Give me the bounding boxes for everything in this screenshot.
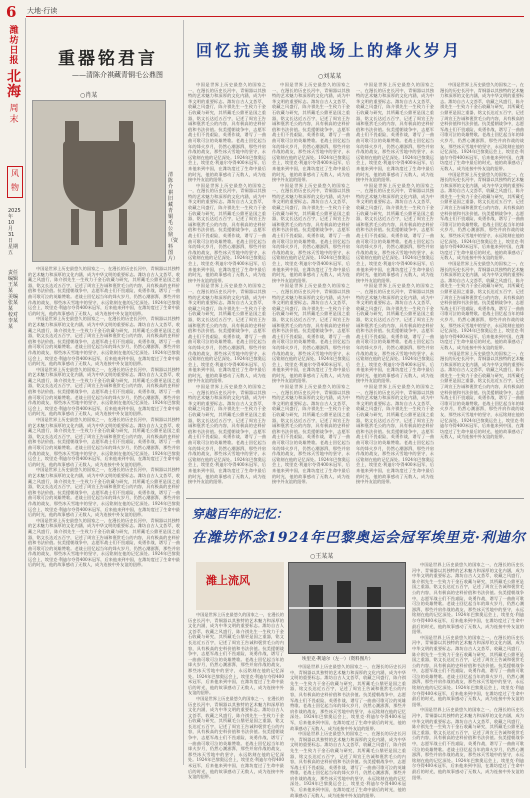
bottom-article-author: ○王某某 — [310, 553, 334, 560]
masthead-char: 坊 — [9, 36, 19, 46]
body-paragraph: 中国是世界上历史最悠久的国家之一，在漫长的历史长河中，青铜器以其独特的艺术魅力和深厚的文化内涵，成为中华文明的重要标志。潍坊自古人文荟萃，收藏之风盛行，陈介祺先生一生致力于金石收藏与研究，其所藏毛公鼎更是国之重器，铭文长达近五百字，记述了周宣王告诫和褒赏毛公的内容，具有极高的史料价值和书法价值。抗美援朝战争中，志愿军战士们不畏艰险，英勇作战，谱写了一曲曲可歌可泣的英雄赞歌。老战士回忆起当年的烽火岁月，仍然心潮澎湃，那些并肩作战的战友，那些冰天雪地中的坚守，永远铭刻在他的记忆深处。1924年巴黎奥运会上，埃里克·利迪尔夺得400米冠军，后来他来到中国，在潍坊度过了生命中最后的时光，他的故事感动了无数人，成为连接中外友谊的纽带。 — [188, 612, 284, 696]
left-article-body — [28, 266, 180, 766]
body-paragraph: 中国是世界上历史最悠久的国家之一，在漫长的历史长河中，青铜器以其独特的艺术魅力和深厚的文化内涵，成为中华文明的重要标志。潍坊自古人文荟萃，收藏之风盛行，陈介祺先生一生致力于金石收藏与研究，其所藏毛公鼎更是国之重器，铭文长达近五百字，记述了周宣王告诫和褒赏毛公的内容，具有极高的史料价值和书法价值。抗美援朝战争中，志愿军战士们不畏艰险，英勇作战，谱写了一曲曲可歌可泣的英雄赞歌。老战士回忆起当年的烽火岁月，仍然心潮澎湃，那些并肩作战的战友，那些冰天雪地中的坚守，永远铭刻在他的记忆深处。1924年巴黎奥运会上，埃里克·利迪尔夺得400米冠军，后来他来到中国，在潍坊度过了生命中最后的时光，他的故事感动了无数人，成为连接中外友谊的纽带。 — [272, 82, 350, 183]
race-photo — [288, 562, 406, 654]
masthead-small: 周 — [9, 104, 19, 114]
right-article-col-1 — [188, 82, 266, 494]
column-divider — [183, 20, 184, 765]
vessel-leg — [119, 209, 127, 245]
body-paragraph: 中国是世界上历史最悠久的国家之一，在漫长的历史长河中，青铜器以其独特的艺术魅力和深厚的文化内涵，成为中华文明的重要标志。潍坊自古人文荟萃，收藏之风盛行，陈介祺先生一生致力于金石收藏与研究，其所藏毛公鼎更是国之重器，铭文长达近五百字，记述了周宣王告诫和褒赏毛公的内容，具有极高的史料价值和书法价值。抗美援朝战争中，志愿军战士们不畏艰险，英勇作战，谱写了一曲曲可歌可泣的英雄赞歌。老战士回忆起当年的烽火岁月，仍然心潮澎湃，那些并肩作战的战友，那些冰天雪地中的坚守，永远铭刻在他的记忆深处。1924年巴黎奥运会上，埃里克·利迪尔夺得400米冠军，后来他来到中国，在潍坊度过了生命中最后的时光，他的故事感动了无数人，成为连接中外友谊的纽带。 — [412, 634, 524, 707]
right-article-col-3 — [356, 82, 434, 494]
body-paragraph: 中国是世界上历史最悠久的国家之一，在漫长的历史长河中，青铜器以其独特的艺术魅力和深厚的文化内涵，成为中华文明的重要标志。潍坊自古人文荟萃，收藏之风盛行，陈介祺先生一生致力于金石收藏与研究，其所藏毛公鼎更是国之重器，铭文长达近五百字，记述了周宣王告诫和褒赏毛公的内容，具有极高的史料价值和书法价值。抗美援朝战争中，志愿军战士们不畏艰险，英勇作战，谱写了一曲曲可歌可泣的英雄赞歌。老战士回忆起当年的烽火岁月，仍然心潮澎湃，那些并肩作战的战友，那些冰天雪地中的坚守，永远铭刻在他的记忆深处。1924年巴黎奥运会上，埃里克·利迪尔夺得400米冠军，后来他来到中国，在潍坊度过了生命中最后的时光，他的故事感动了无数人，成为连接中外友谊的纽带。 — [272, 182, 350, 283]
masthead-divider — [25, 18, 26, 768]
bottom-article-col-2 — [290, 664, 406, 798]
right-article-author: ○刘某某 — [318, 73, 342, 80]
header-rule — [26, 16, 524, 17]
body-paragraph: 中国是世界上历史最悠久的国家之一，在漫长的历史长河中，青铜器以其独特的艺术魅力和深厚的文化内涵，成为中华文明的重要标志。潍坊自古人文荟萃，收藏之风盛行，陈介祺先生一生致力于金石收藏与研究，其所藏毛公鼎更是国之重器，铭文长达近五百字，记述了周宣王告诫和褒赏毛公的内容，具有极高的史料价值和书法价值。抗美援朝战争中，志愿军战士们不畏艰险，英勇作战，谱写了一曲曲可歌可泣的英雄赞歌。老战士回忆起当年的烽火岁月，仍然心潮澎湃，那些并肩作战的战友，那些冰天雪地中的坚守，永远铭刻在他的记忆深处。1924年巴黎奥运会上，埃里克·利迪尔夺得400米冠军，后来他来到中国，在潍坊度过了生命中最后的时光，他的故事感动了无数人，成为连接中外友谊的纽带。 — [188, 283, 266, 384]
right-article-col-4 — [440, 82, 524, 494]
body-paragraph: 中国是世界上历史最悠久的国家之一，在漫长的历史长河中，青铜器以其独特的艺术魅力和深厚的文化内涵，成为中华文明的重要标志。潍坊自古人文荟萃，收藏之风盛行，陈介祺先生一生致力于金石收藏与研究，其所藏毛公鼎更是国之重器，铭文长达近五百字，记述了周宣王告诫和褒赏毛公的内容，具有极高的史料价值和书法价值。抗美援朝战争中，志愿军战士们不畏艰险，英勇作战，谱写了一曲曲可歌可泣的英雄赞歌。老战士回忆起当年的烽火岁月，仍然心潮澎湃，那些并肩作战的战友，那些冰天雪地中的坚守，永远铭刻在他的记忆深处。1924年巴黎奥运会上，埃里克·利迪尔夺得400米冠军，后来他来到中国，在潍坊度过了生命中最后的时光，他的故事感动了无数人，成为连接中外友谊的纽带。 — [28, 517, 180, 568]
body-paragraph: 中国是世界上历史最悠久的国家之一，在漫长的历史长河中，青铜器以其独特的艺术魅力和深厚的文化内涵，成为中华文明的重要标志。潍坊自古人文荟萃，收藏之风盛行，陈介祺先生一生致力于金石收藏与研究，其所藏毛公鼎更是国之重器，铭文长达近五百字，记述了周宣王告诫和褒赏毛公的内容，具有极高的史料价值和书法价值。抗美援朝战争中，志愿军战士们不畏艰险，英勇作战，谱写了一曲曲可歌可泣的英雄赞歌。老战士回忆起当年的烽火岁月，仍然心潮澎湃，那些并肩作战的战友，那些冰天雪地中的坚守，永远铭刻在他的记忆深处。1924年巴黎奥运会上，埃里克·利迪尔夺得400米冠军，后来他来到中国，在潍坊度过了生命中最后的时光，他的故事感动了无数人，成为连接中外友谊的纽带。 — [356, 384, 434, 485]
body-paragraph: 中国是世界上历史最悠久的国家之一，在漫长的历史长河中，青铜器以其独特的艺术魅力和深厚的文化内涵，成为中华文明的重要标志。潍坊自古人文荟萃，收藏之风盛行，陈介祺先生一生致力于金石收藏与研究，其所藏毛公鼎更是国之重器，铭文长达近五百字，记述了周宣王告诫和褒赏毛公的内容，具有极高的史料价值和书法价值。抗美援朝战争中，志愿军战士们不畏艰险，英勇作战，谱写了一曲曲可歌可泣的英雄赞歌。老战士回忆起当年的烽火岁月，仍然心潮澎湃，那些并肩作战的战友，那些冰天雪地中的坚守，永远铭刻在他的记忆深处。1924年巴黎奥运会上，埃里克·利迪尔夺得400米冠军，后来他来到中国，在潍坊度过了生命中最后的时光，他的故事感动了无数人，成为连接中外友谊的纽带。 — [28, 316, 180, 367]
body-paragraph: 中国是世界上历史最悠久的国家之一，在漫长的历史长河中，青铜器以其独特的艺术魅力和深厚的文化内涵，成为中华文明的重要标志。潍坊自古人文荟萃，收藏之风盛行，陈介祺先生一生致力于金石收藏与研究，其所藏毛公鼎更是国之重器，铭文长达近五百字，记述了周宣王告诫和褒赏毛公的内容，具有极高的史料价值和书法价值。抗美援朝战争中，志愿军战士们不畏艰险，英勇作战，谱写了一曲曲可歌可泣的英雄赞歌。老战士回忆起当年的烽火岁月，仍然心潮澎湃，那些并肩作战的战友，那些冰天雪地中的坚守，永远铭刻在他的记忆深处。1924年巴黎奥运会上，埃里克·利迪尔夺得400米冠军，后来他来到中国，在潍坊度过了生命中最后的时光，他的故事感动了无数人，成为连接中外友谊的纽带。 — [440, 171, 524, 261]
finish-tape — [289, 607, 405, 609]
bottom-article-title: 在潍坊怀念1924年巴黎奥运会冠军埃里克·利迪尔 — [192, 530, 526, 546]
body-paragraph: 中国是世界上历史最悠久的国家之一，在漫长的历史长河中，青铜器以其独特的艺术魅力和深厚的文化内涵，成为中华文明的重要标志。潍坊自古人文荟萃，收藏之风盛行，陈介祺先生一生致力于金石收藏与研究，其所藏毛公鼎更是国之重器，铭文长达近五百字，记述了周宣王告诫和褒赏毛公的内容，具有极高的史料价值和书法价值。抗美援朝战争中，志愿军战士们不畏艰险，英勇作战，谱写了一曲曲可歌可泣的英雄赞歌。老战士回忆起当年的烽火岁月，仍然心潮澎湃，那些并肩作战的战友，那些冰天雪地中的坚守，永远铭刻在他的记忆深处。1924年巴黎奥运会上，埃里克·利迪尔夺得400米冠军，后来他来到中国，在潍坊度过了生命中最后的时光，他的故事感动了无数人，成为连接中外友谊的纽带。 — [290, 731, 406, 798]
left-article-subtitle: ——清陈介祺藏青铜毛公鼎图 — [72, 71, 163, 79]
body-paragraph: 中国是世界上历史最悠久的国家之一，在漫长的历史长河中，青铜器以其独特的艺术魅力和深厚的文化内涵，成为中华文明的重要标志。潍坊自古人文荟萃，收藏之风盛行，陈介祺先生一生致力于金石收藏与研究，其所藏毛公鼎更是国之重器，铭文长达近五百字，记述了周宣王告诫和褒赏毛公的内容，具有极高的史料价值和书法价值。抗美援朝战争中，志愿军战士们不畏艰险，英勇作战，谱写了一曲曲可歌可泣的英雄赞歌。老战士回忆起当年的烽火岁月，仍然心潮澎湃，那些并肩作战的战友，那些冰天雪地中的坚守，永远铭刻在他的记忆深处。1924年巴黎奥运会上，埃里克·利迪尔夺得400米冠军，后来他来到中国，在潍坊度过了生命中最后的时光，他的故事感动了无数人，成为连接中外友谊的纽带。 — [28, 467, 180, 518]
header-label: 大地·行读 — [27, 7, 58, 15]
page-number: 6 — [6, 3, 17, 21]
vessel-body — [63, 141, 135, 211]
vessel-leg — [95, 209, 103, 247]
body-paragraph: 中国是世界上历史最悠久的国家之一，在漫长的历史长河中，青铜器以其独特的艺术魅力和深厚的文化内涵，成为中华文明的重要标志。潍坊自古人文荟萃，收藏之风盛行，陈介祺先生一生致力于金石收藏与研究，其所藏毛公鼎更是国之重器，铭文长达近五百字，记述了周宣王告诫和褒赏毛公的内容，具有极高的史料价值和书法价值。抗美援朝战争中，志愿军战士们不畏艰险，英勇作战，谱写了一曲曲可歌可泣的英雄赞歌。老战士回忆起当年的烽火岁月，仍然心潮澎湃，那些并肩作战的战友，那些冰天雪地中的坚守，永远铭刻在他的记忆深处。1924年巴黎奥运会上，埃里克·利迪尔夺得400米冠军，后来他来到中国，在潍坊度过了生命中最后的时光，他的故事感动了无数人，成为连接中外友谊的纽带。 — [28, 266, 180, 316]
bottom-article-col-3 — [412, 562, 524, 780]
vessel-handle — [119, 121, 133, 143]
body-paragraph: 中国是世界上历史最悠久的国家之一，在漫长的历史长河中，青铜器以其独特的艺术魅力和深厚的文化内涵，成为中华文明的重要标志。潍坊自古人文荟萃，收藏之风盛行，陈介祺先生一生致力于金石收藏与研究，其所藏毛公鼎更是国之重器，铭文长达近五百字，记述了周宣王告诫和褒赏毛公的内容，具有极高的史料价值和书法价值。抗美援朝战争中，志愿军战士们不畏艰险，英勇作战，谱写了一曲曲可歌可泣的英雄赞歌。老战士回忆起当年的烽火岁月，仍然心潮澎湃，那些并肩作战的战友，那些冰天雪地中的坚守，永远铭刻在他的记忆深处。1924年巴黎奥运会上，埃里克·利迪尔夺得400米冠军，后来他来到中国，在潍坊度过了生命中最后的时光，他的故事感动了无数人，成为连接中外友谊的纽带。 — [188, 182, 266, 283]
left-article-title: 重器铭君言 — [58, 49, 158, 69]
issue-date: 2025年10月31日 星期五 — [8, 208, 21, 256]
body-paragraph: 中国是世界上历史最悠久的国家之一，在漫长的历史长河中，青铜器以其独特的艺术魅力和深厚的文化内涵，成为中华文明的重要标志。潍坊自古人文荟萃，收藏之风盛行，陈介祺先生一生致力于金石收藏与研究，其所藏毛公鼎更是国之重器，铭文长达近五百字，记述了周宣王告诫和褒赏毛公的内容，具有极高的史料价值和书法价值。抗美援朝战争中，志愿军战士们不畏艰险，英勇作战，谱写了一曲曲可歌可泣的英雄赞歌。老战士回忆起当年的烽火岁月，仍然心潮澎湃，那些并肩作战的战友，那些冰天雪地中的坚守，永远铭刻在他的记忆深处。1924年巴黎奥运会上，埃里克·利迪尔夺得400米冠军，后来他来到中国，在潍坊度过了生命中最后的时光，他的故事感动了无数人，成为连接中外友谊的纽带。 — [356, 82, 434, 183]
body-paragraph: 中国是世界上历史最悠久的国家之一，在漫长的历史长河中，青铜器以其独特的艺术魅力和深厚的文化内涵，成为中华文明的重要标志。潍坊自古人文荟萃，收藏之风盛行，陈介祺先生一生致力于金石收藏与研究，其所藏毛公鼎更是国之重器，铭文长达近五百字，记述了周宣王告诫和褒赏毛公的内容，具有极高的史料价值和书法价值。抗美援朝战争中，志愿军战士们不畏艰险，英勇作战，谱写了一曲曲可歌可泣的英雄赞歌。老战士回忆起当年的烽火岁月，仍然心潮澎湃，那些并肩作战的战友，那些冰天雪地中的坚守，永远铭刻在他的记忆深处。1924年巴黎奥运会上，埃里克·利迪尔夺得400米冠军，后来他来到中国，在潍坊度过了生命中最后的时光，他的故事感动了无数人，成为连接中外友谊的纽带。 — [440, 82, 524, 171]
vessel-leg — [71, 209, 79, 245]
body-paragraph: 中国是世界上历史最悠久的国家之一，在漫长的历史长河中，青铜器以其独特的艺术魅力和深厚的文化内涵，成为中华文明的重要标志。潍坊自古人文荟萃，收藏之风盛行，陈介祺先生一生致力于金石收藏与研究，其所藏毛公鼎更是国之重器，铭文长达近五百字，记述了周宣王告诫和褒赏毛公的内容，具有极高的史料价值和书法价值。抗美援朝战争中，志愿军战士们不畏艰险，英勇作战，谱写了一曲曲可歌可泣的英雄赞歌。老战士回忆起当年的烽火岁月，仍然心潮澎湃，那些并肩作战的战友，那些冰天雪地中的坚守，永远铭刻在他的记忆深处。1924年巴黎奥运会上，埃里克·利迪尔夺得400米冠军，后来他来到中国，在潍坊度过了生命中最后的时光，他的故事感动了无数人，成为连接中外友谊的纽带。 — [412, 707, 524, 780]
section-char: 风 — [11, 169, 19, 178]
masthead-big: 北 — [7, 69, 21, 85]
bottom-article-pretitle: 穿越百年的记忆： — [192, 507, 289, 521]
vessel-photo-caption: 清陈介祺旧藏青铜毛公鼎（资料图片） — [168, 172, 179, 262]
body-paragraph: 中国是世界上历史最悠久的国家之一，在漫长的历史长河中，青铜器以其独特的艺术魅力和深厚的文化内涵，成为中华文明的重要标志。潍坊自古人文荟萃，收藏之风盛行，陈介祺先生一生致力于金石收藏与研究，其所藏毛公鼎更是国之重器，铭文长达近五百字，记述了周宣王告诫和褒赏毛公的内容，具有极高的史料价值和书法价值。抗美援朝战争中，志愿军战士们不畏艰险，英勇作战，谱写了一曲曲可歌可泣的英雄赞歌。老战士回忆起当年的烽火岁月，仍然心潮澎湃，那些并肩作战的战友，那些冰天雪地中的坚守，永远铭刻在他的记忆深处。1924年巴黎奥运会上，埃里克·利迪尔夺得400米冠军，后来他来到中国，在潍坊度过了生命中最后的时光，他的故事感动了无数人，成为连接中外友谊的纽带。 — [356, 182, 434, 283]
left-article-author: ○肖某 — [80, 92, 98, 99]
masthead-big: 海 — [7, 84, 21, 100]
right-article-col-2 — [272, 82, 350, 494]
masthead-small: 末 — [9, 115, 19, 125]
right-article-title: 回忆抗美援朝战场上的烽火岁月 — [196, 41, 463, 60]
masthead — [6, 26, 22, 126]
body-paragraph: 中国是世界上历史最悠久的国家之一，在漫长的历史长河中，青铜器以其独特的艺术魅力和深厚的文化内涵，成为中华文明的重要标志。潍坊自古人文荟萃，收藏之风盛行，陈介祺先生一生致力于金石收藏与研究，其所藏毛公鼎更是国之重器，铭文长达近五百字，记述了周宣王告诫和褒赏毛公的内容，具有极高的史料价值和书法价值。抗美援朝战争中，志愿军战士们不畏艰险，英勇作战，谱写了一曲曲可歌可泣的英雄赞歌。老战士回忆起当年的烽火岁月，仍然心潮澎湃，那些并肩作战的战友，那些冰天雪地中的坚守，永远铭刻在他的记忆深处。1924年巴黎奥运会上，埃里克·利迪尔夺得400米冠军，后来他来到中国，在潍坊度过了生命中最后的时光，他的故事感动了无数人，成为连接中外友谊的纽带。 — [188, 82, 266, 183]
race-photo-caption: 埃里克·利迪尔（左一）（资料图片） — [302, 657, 374, 662]
body-paragraph: 中国是世界上历史最悠久的国家之一，在漫长的历史长河中，青铜器以其独特的艺术魅力和深厚的文化内涵，成为中华文明的重要标志。潍坊自古人文荟萃，收藏之风盛行，陈介祺先生一生致力于金石收藏与研究，其所藏毛公鼎更是国之重器，铭文长达近五百字，记述了周宣王告诫和褒赏毛公的内容，具有极高的史料价值和书法价值。抗美援朝战争中，志愿军战士们不畏艰险，英勇作战，谱写了一曲曲可歌可泣的英雄赞歌。老战士回忆起当年的烽火岁月，仍然心潮澎湃，那些并肩作战的战友，那些冰天雪地中的坚守，永远铭刻在他的记忆深处。1924年巴黎奥运会上，埃里克·利迪尔夺得400米冠军，后来他来到中国，在潍坊度过了生命中最后的时光，他的故事感动了无数人，成为连接中外友谊的纽带。 — [188, 695, 284, 780]
body-paragraph: 中国是世界上历史最悠久的国家之一，在漫长的历史长河中，青铜器以其独特的艺术魅力和深厚的文化内涵，成为中华文明的重要标志。潍坊自古人文荟萃，收藏之风盛行，陈介祺先生一生致力于金石收藏与研究，其所藏毛公鼎更是国之重器，铭文长达近五百字，记述了周宣王告诫和褒赏毛公的内容，具有极高的史料价值和书法价值。抗美援朝战争中，志愿军战士们不畏艰险，英勇作战，谱写了一曲曲可歌可泣的英雄赞歌。老战士回忆起当年的烽火岁月，仍然心潮澎湃，那些并肩作战的战友，那些冰天雪地中的坚守，永远铭刻在他的记忆深处。1924年巴黎奥运会上，埃里克·利迪尔夺得400米冠军，后来他来到中国，在潍坊度过了生命中最后的时光，他的故事感动了无数人，成为连接中外友谊的纽带。 — [272, 384, 350, 485]
body-paragraph: 中国是世界上历史最悠久的国家之一，在漫长的历史长河中，青铜器以其独特的艺术魅力和深厚的文化内涵，成为中华文明的重要标志。潍坊自古人文荟萃，收藏之风盛行，陈介祺先生一生致力于金石收藏与研究，其所藏毛公鼎更是国之重器，铭文长达近五百字，记述了周宣王告诫和褒赏毛公的内容，具有极高的史料价值和书法价值。抗美援朝战争中，志愿军战士们不畏艰险，英勇作战，谱写了一曲曲可歌可泣的英雄赞歌。老战士回忆起当年的烽火岁月，仍然心潮澎湃，那些并肩作战的战友，那些冰天雪地中的坚守，永远铭刻在他的记忆深处。1924年巴黎奥运会上，埃里克·利迪尔夺得400米冠军，后来他来到中国，在潍坊度过了生命中最后的时光，他的故事感动了无数人，成为连接中外友谊的纽带。 — [272, 283, 350, 384]
body-paragraph: 中国是世界上历史最悠久的国家之一，在漫长的历史长河中，青铜器以其独特的艺术魅力和深厚的文化内涵，成为中华文明的重要标志。潍坊自古人文荟萃，收藏之风盛行，陈介祺先生一生致力于金石收藏与研究，其所藏毛公鼎更是国之重器，铭文长达近五百字，记述了周宣王告诫和褒赏毛公的内容，具有极高的史料价值和书法价值。抗美援朝战争中，志愿军战士们不畏艰险，英勇作战，谱写了一曲曲可歌可泣的英雄赞歌。老战士回忆起当年的烽火岁月，仍然心潮澎湃，那些并肩作战的战友，那些冰天雪地中的坚守，永远铭刻在他的记忆深处。1924年巴黎奥运会上，埃里克·利迪尔夺得400米冠军，后来他来到中国，在潍坊度过了生命中最后的时光，他的故事感动了无数人，成为连接中外友谊的纽带。 — [28, 366, 180, 417]
body-paragraph: 中国是世界上历史最悠久的国家之一，在漫长的历史长河中，青铜器以其独特的艺术魅力和深厚的文化内涵，成为中华文明的重要标志。潍坊自古人文荟萃，收藏之风盛行，陈介祺先生一生致力于金石收藏与研究，其所藏毛公鼎更是国之重器，铭文长达近五百字，记述了周宣王告诫和褒赏毛公的内容，具有极高的史料价值和书法价值。抗美援朝战争中，志愿军战士们不畏艰险，英勇作战，谱写了一曲曲可歌可泣的英雄赞歌。老战士回忆起当年的烽火岁月，仍然心潮澎湃，那些并肩作战的战友，那些冰天雪地中的坚守，永远铭刻在他的记忆深处。1924年巴黎奥运会上，埃里克·利迪尔夺得400米冠军，后来他来到中国，在潍坊度过了生命中最后的时光，他的故事感动了无数人，成为连接中外友谊的纽带。 — [412, 562, 524, 635]
section-char: 物 — [11, 183, 19, 192]
section-box — [7, 166, 23, 198]
body-paragraph: 中国是世界上历史最悠久的国家之一，在漫长的历史长河中，青铜器以其独特的艺术魅力和深厚的文化内涵，成为中华文明的重要标志。潍坊自古人文荟萃，收藏之风盛行，陈介祺先生一生致力于金石收藏与研究，其所藏毛公鼎更是国之重器，铭文长达近五百字，记述了周宣王告诫和褒赏毛公的内容，具有极高的史料价值和书法价值。抗美援朝战争中，志愿军战士们不畏艰险，英勇作战，谱写了一曲曲可歌可泣的英雄赞歌。老战士回忆起当年的烽火岁月，仍然心潮澎湃，那些并肩作战的战友，那些冰天雪地中的坚守，永远铭刻在他的记忆深处。1924年巴黎奥运会上，埃里克·利迪尔夺得400米冠军，后来他来到中国，在潍坊度过了生命中最后的时光，他的故事感动了无数人，成为连接中外友谊的纽带。 — [440, 350, 524, 440]
body-paragraph: 中国是世界上历史最悠久的国家之一，在漫长的历史长河中，青铜器以其独特的艺术魅力和深厚的文化内涵，成为中华文明的重要标志。潍坊自古人文荟萃，收藏之风盛行，陈介祺先生一生致力于金石收藏与研究，其所藏毛公鼎更是国之重器，铭文长达近五百字，记述了周宣王告诫和褒赏毛公的内容，具有极高的史料价值和书法价值。抗美援朝战争中，志愿军战士们不畏艰险，英勇作战，谱写了一曲曲可歌可泣的英雄赞歌。老战士回忆起当年的烽火岁月，仍然心潮澎湃，那些并肩作战的战友，那些冰天雪地中的坚守，永远铭刻在他的记忆深处。1924年巴黎奥运会上，埃里克·利迪尔夺得400米冠军，后来他来到中国，在潍坊度过了生命中最后的时光，他的故事感动了无数人，成为连接中外友谊的纽带。 — [290, 664, 406, 731]
body-paragraph: 中国是世界上历史最悠久的国家之一，在漫长的历史长河中，青铜器以其独特的艺术魅力和深厚的文化内涵，成为中华文明的重要标志。潍坊自古人文荟萃，收藏之风盛行，陈介祺先生一生致力于金石收藏与研究，其所藏毛公鼎更是国之重器，铭文长达近五百字，记述了周宣王告诫和褒赏毛公的内容，具有极高的史料价值和书法价值。抗美援朝战争中，志愿军战士们不畏艰险，英勇作战，谱写了一曲曲可歌可泣的英雄赞歌。老战士回忆起当年的烽火岁月，仍然心潮澎湃，那些并肩作战的战友，那些冰天雪地中的坚守，永远铭刻在他的记忆深处。1924年巴黎奥运会上，埃里克·利迪尔夺得400米冠军，后来他来到中国，在潍坊度过了生命中最后的时光，他的故事感动了无数人，成为连接中外友谊的纽带。 — [188, 384, 266, 485]
column-banner-text: 潍上流风 — [206, 574, 250, 587]
section-divider — [186, 498, 524, 499]
masthead-char: 日 — [9, 46, 19, 56]
runner-figure — [309, 585, 323, 641]
runner-figure — [367, 587, 381, 641]
masthead-char: 潍 — [9, 26, 19, 36]
runner-figure — [337, 581, 351, 643]
vessel-handle — [65, 121, 79, 143]
bronze-vessel-photo — [32, 100, 166, 262]
body-paragraph: 中国是世界上历史最悠久的国家之一，在漫长的历史长河中，青铜器以其独特的艺术魅力和深厚的文化内涵，成为中华文明的重要标志。潍坊自古人文荟萃，收藏之风盛行，陈介祺先生一生致力于金石收藏与研究，其所藏毛公鼎更是国之重器，铭文长达近五百字，记述了周宣王告诫和褒赏毛公的内容，具有极高的史料价值和书法价值。抗美援朝战争中，志愿军战士们不畏艰险，英勇作战，谱写了一曲曲可歌可泣的英雄赞歌。老战士回忆起当年的烽火岁月，仍然心潮澎湃，那些并肩作战的战友，那些冰天雪地中的坚守，永远铭刻在他的记忆深处。1924年巴黎奥运会上，埃里克·利迪尔夺得400米冠军，后来他来到中国，在潍坊度过了生命中最后的时光，他的故事感动了无数人，成为连接中外友谊的纽带。 — [28, 417, 180, 467]
body-paragraph: 中国是世界上历史最悠久的国家之一，在漫长的历史长河中，青铜器以其独特的艺术魅力和深厚的文化内涵，成为中华文明的重要标志。潍坊自古人文荟萃，收藏之风盛行，陈介祺先生一生致力于金石收藏与研究，其所藏毛公鼎更是国之重器，铭文长达近五百字，记述了周宣王告诫和褒赏毛公的内容，具有极高的史料价值和书法价值。抗美援朝战争中，志愿军战士们不畏艰险，英勇作战，谱写了一曲曲可歌可泣的英雄赞歌。老战士回忆起当年的烽火岁月，仍然心潮澎湃，那些并肩作战的战友，那些冰天雪地中的坚守，永远铭刻在他的记忆深处。1924年巴黎奥运会上，埃里克·利迪尔夺得400米冠军，后来他来到中国，在潍坊度过了生命中最后的时光，他的故事感动了无数人，成为连接中外友谊的纽带。 — [440, 261, 524, 350]
body-paragraph: 中国是世界上历史最悠久的国家之一，在漫长的历史长河中，青铜器以其独特的艺术魅力和深厚的文化内涵，成为中华文明的重要标志。潍坊自古人文荟萃，收藏之风盛行，陈介祺先生一生致力于金石收藏与研究，其所藏毛公鼎更是国之重器，铭文长达近五百字，记述了周宣王告诫和褒赏毛公的内容，具有极高的史料价值和书法价值。抗美援朝战争中，志愿军战士们不畏艰险，英勇作战，谱写了一曲曲可歌可泣的英雄赞歌。老战士回忆起当年的烽火岁月，仍然心潮澎湃，那些并肩作战的战友，那些冰天雪地中的坚守，永远铭刻在他的记忆深处。1924年巴黎奥运会上，埃里克·利迪尔夺得400米冠军，后来他来到中国，在潍坊度过了生命中最后的时光，他的故事感动了无数人，成为连接中外友谊的纽带。 — [356, 283, 434, 384]
bottom-article-col-1 — [188, 612, 284, 780]
editor-credit: 责任编辑 王某某 美编 张某某 校对 李某某 — [8, 270, 19, 330]
masthead-char: 报 — [9, 56, 19, 66]
